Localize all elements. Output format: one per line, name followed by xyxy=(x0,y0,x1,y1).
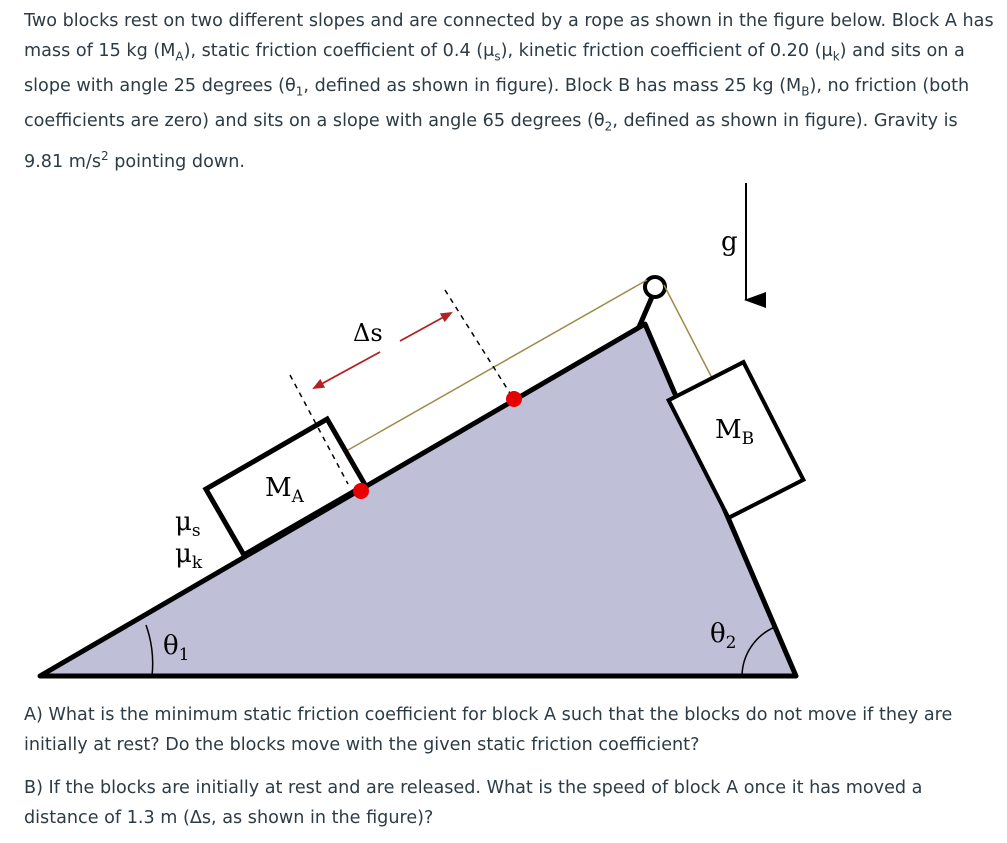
block-b-label: $M_B$ xyxy=(715,415,755,449)
intro-text-segment: , defined as shown in figure). Block B has mass 25 kg (M xyxy=(303,75,802,96)
intro-text-segment: ), static friction coefficient of 0.4 (μ xyxy=(183,40,495,61)
start-marker xyxy=(353,483,369,499)
displacement-label: Δs xyxy=(353,319,383,347)
rope-b xyxy=(664,285,712,378)
question-b: B) If the blocks are initially at rest and are released. What is the speed of block A once it has moved a distance of 1.3 m (Δs, as shown in the figure)? xyxy=(24,778,923,828)
intro-text-segment: 1 xyxy=(295,84,304,99)
intro-text-segment: pointing down. xyxy=(108,151,245,172)
intro-text-segment: 2 xyxy=(101,148,109,163)
intro-text-segment: ), kinetic friction coefficient of 0.20 (μ xyxy=(500,40,833,61)
intro-text-segment: 2 xyxy=(604,119,613,134)
block-a-label: $M_A$ xyxy=(265,473,304,507)
gravity-label: g xyxy=(721,227,738,257)
intro-text-segment: s xyxy=(494,49,501,64)
incline-diagram xyxy=(0,170,1007,690)
mu-k-label: $\mu_k$ xyxy=(175,539,203,573)
intro-text-segment: Two blocks rest on two different slopes and are connected by a rope as shown in the figure below. Block A has mass of 15 kg (M xyxy=(24,11,994,61)
theta2-label: $\theta_2$ xyxy=(710,619,737,653)
displacement-arrow xyxy=(400,313,451,341)
problem-intro xyxy=(24,7,994,177)
end-marker xyxy=(506,391,522,407)
intro-text-segment: ), no friction (both coefficients are zero) and sits on a slope with angle 65 degrees (θ xyxy=(24,75,970,131)
displacement-arrow xyxy=(314,352,380,388)
intro-text-segment: k xyxy=(832,49,840,64)
mu-s-label: $\mu_s$ xyxy=(175,507,201,541)
intro-text-segment: ) and sits on a slope with angle 25 degrees (θ xyxy=(24,40,965,96)
dashed-line-end xyxy=(445,290,513,398)
incline-triangle xyxy=(40,324,796,676)
question-a: A) What is the minimum static friction coefficient for block A such that the blocks do not move if they are initially at rest? Do the blocks move with the given static friction coefficient? xyxy=(24,705,953,755)
pulley-icon xyxy=(645,277,665,297)
intro-text-segment: , defined as shown in figure). Gravity is 9.81 m/s xyxy=(24,110,958,172)
intro-text-segment: A xyxy=(175,49,184,64)
intro-text-segment: B xyxy=(801,84,810,99)
theta1-label: $\theta_1$ xyxy=(163,631,190,665)
